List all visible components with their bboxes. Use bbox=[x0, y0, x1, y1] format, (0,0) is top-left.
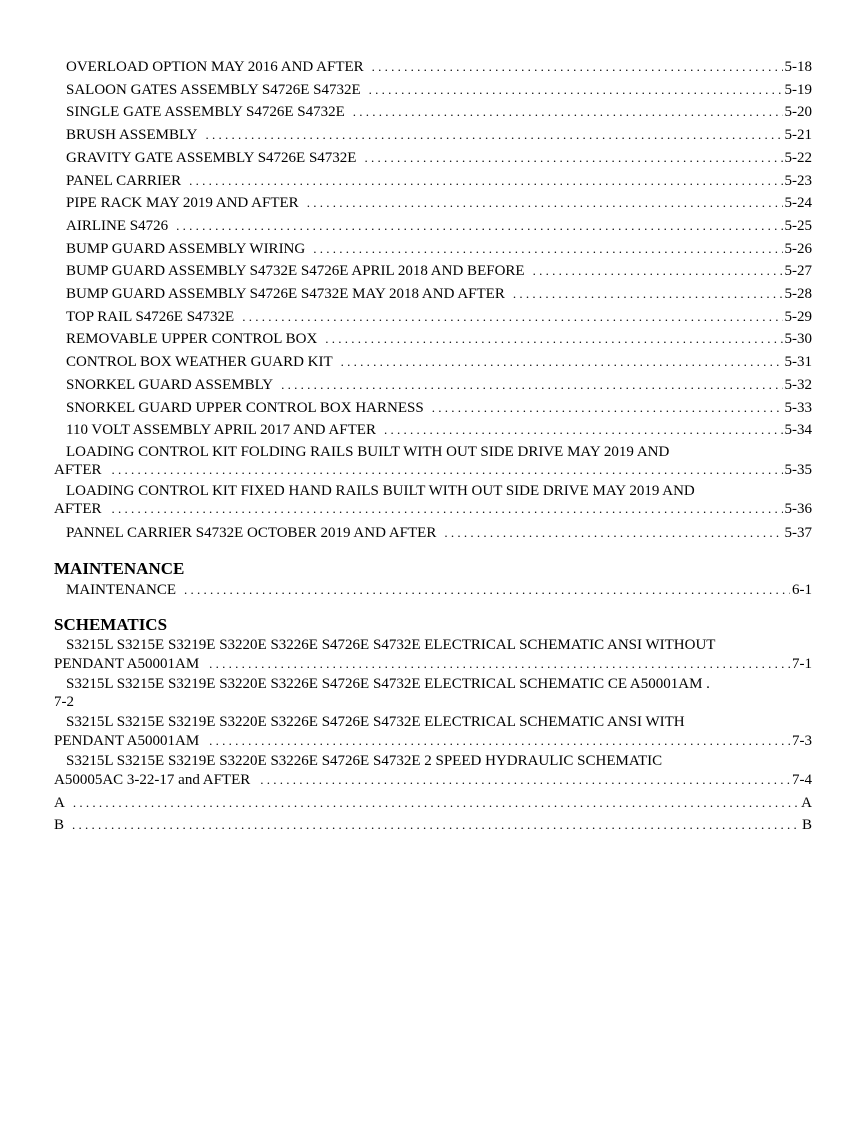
dot-leader bbox=[205, 124, 782, 147]
table-of-contents bbox=[54, 56, 812, 836]
dot-leader bbox=[364, 147, 782, 170]
toc-entry-page: 7-4 bbox=[792, 771, 812, 788]
toc-entry-page: A bbox=[801, 795, 812, 812]
toc-entry-wrapped[interactable] bbox=[54, 444, 812, 480]
toc-entry[interactable] bbox=[54, 283, 812, 306]
toc-entry[interactable] bbox=[54, 79, 812, 102]
toc-entry-title-line1: LOADING CONTROL KIT FIXED HAND RAILS BUILT WITH OUT SIDE DRIVE MAY 2019 AND bbox=[66, 482, 695, 499]
toc-entry[interactable] bbox=[54, 419, 812, 442]
toc-entry-page: 5-21 bbox=[784, 127, 812, 144]
toc-entry-title: SINGLE GATE ASSEMBLY S4726E S4732E bbox=[66, 104, 345, 121]
toc-entry-title-line1: S3215L S3215E S3219E S3220E S3226E S4726E S4732E ELECTRICAL SCHEMATIC ANSI WITH bbox=[66, 714, 685, 731]
toc-entry-wrapped[interactable] bbox=[54, 637, 812, 673]
toc-entry-title: SNORKEL GUARD UPPER CONTROL BOX HARNESS bbox=[66, 399, 424, 416]
toc-entry-page: 5-28 bbox=[784, 286, 812, 303]
dot-leader bbox=[341, 351, 783, 374]
toc-entry[interactable] bbox=[54, 351, 812, 374]
toc-entry[interactable] bbox=[54, 238, 812, 261]
toc-entry-title-line1: S3215L S3215E S3219E S3220E S3226E S4726E S4732E 2 SPEED HYDRAULIC SCHEMATIC bbox=[66, 753, 663, 770]
toc-entry-page: 7-3 bbox=[792, 732, 812, 749]
toc-entry-page: 5-30 bbox=[784, 331, 812, 348]
toc-entry-page: 6-1 bbox=[792, 581, 812, 598]
dot-leader bbox=[260, 771, 790, 789]
toc-entry-page: 5-33 bbox=[784, 399, 812, 416]
dot-leader bbox=[533, 260, 783, 283]
toc-entry-page: B bbox=[801, 817, 812, 834]
dot-leader bbox=[307, 192, 783, 215]
dot-leader bbox=[325, 328, 782, 351]
toc-entry[interactable] bbox=[54, 147, 812, 170]
toc-entry[interactable] bbox=[54, 260, 812, 283]
toc-entry-title-line2: AFTER bbox=[54, 462, 102, 479]
toc-entry-page: 5-20 bbox=[784, 104, 812, 121]
toc-entry-page: 5-27 bbox=[784, 263, 812, 280]
toc-entry-page: 5-22 bbox=[784, 149, 812, 166]
toc-entry[interactable] bbox=[54, 170, 812, 193]
dot-leader bbox=[209, 655, 790, 673]
toc-entry-title-line2: PENDANT A50001AM bbox=[54, 655, 200, 672]
toc-entry[interactable] bbox=[54, 215, 812, 238]
section-heading-schematics: SCHEMATICS bbox=[54, 615, 168, 635]
toc-entry-title: SNORKEL GUARD ASSEMBLY bbox=[66, 376, 274, 393]
toc-entry-page: 5-23 bbox=[784, 172, 812, 189]
toc-entry-title-line1: LOADING CONTROL KIT FOLDING RAILS BUILT WITH OUT SIDE DRIVE MAY 2019 AND bbox=[66, 443, 670, 460]
toc-entry-title: 110 VOLT ASSEMBLY APRIL 2017 AND AFTER bbox=[66, 422, 376, 439]
toc-entry-title: A bbox=[54, 795, 65, 812]
toc-entry-title: AIRLINE S4726 bbox=[66, 217, 169, 234]
toc-entry-title: CONTROL BOX WEATHER GUARD KIT bbox=[66, 354, 333, 371]
toc-entry-title: PANEL CARRIER bbox=[66, 172, 182, 189]
dot-leader bbox=[369, 79, 783, 102]
toc-entry-title: BUMP GUARD ASSEMBLY S4732E S4726E APRIL 2018 AND BEFORE bbox=[66, 263, 525, 280]
toc-entry-page: 5-35 bbox=[784, 462, 812, 479]
dot-leader bbox=[242, 306, 782, 329]
toc-entry-title-line2: 7-2 bbox=[54, 693, 74, 710]
toc-entry-wrapped[interactable] bbox=[54, 753, 812, 789]
toc-entry[interactable] bbox=[54, 56, 812, 79]
toc-entry-page: 5-19 bbox=[784, 81, 812, 98]
toc-entry-title: PANNEL CARRIER S4732E OCTOBER 2019 AND AFTER bbox=[66, 524, 437, 541]
toc-entry[interactable] bbox=[54, 374, 812, 397]
dot-leader bbox=[313, 238, 782, 261]
toc-entry-title: TOP RAIL S4726E S4732E bbox=[66, 308, 235, 325]
toc-entry[interactable] bbox=[54, 192, 812, 215]
toc-entry-page: 5-34 bbox=[784, 422, 812, 439]
dot-leader bbox=[444, 522, 782, 545]
dot-leader bbox=[384, 419, 783, 442]
toc-entry-title: BUMP GUARD ASSEMBLY S4726E S4732E MAY 2018 AND AFTER bbox=[66, 286, 505, 303]
section-heading-maintenance: MAINTENANCE bbox=[54, 558, 185, 578]
toc-entry-page: 5-24 bbox=[784, 195, 812, 212]
dot-leader bbox=[513, 283, 783, 306]
toc-entry-page: 5-32 bbox=[784, 376, 812, 393]
toc-entry-page: 7-1 bbox=[792, 655, 812, 672]
dot-leader bbox=[372, 56, 783, 79]
toc-entry-wrapped[interactable] bbox=[54, 483, 812, 519]
toc-entry-page: 5-31 bbox=[784, 354, 812, 371]
toc-entry-wrapped[interactable] bbox=[54, 714, 812, 750]
dot-leader bbox=[281, 374, 782, 397]
toc-entry[interactable] bbox=[54, 124, 812, 147]
toc-entry-title-line2: AFTER bbox=[54, 501, 102, 518]
dot-leader bbox=[184, 579, 790, 602]
dot-leader bbox=[189, 170, 782, 193]
toc-entry[interactable] bbox=[54, 306, 812, 329]
toc-entry-title: B bbox=[54, 817, 65, 834]
toc-entry-title: SALOON GATES ASSEMBLY S4726E S4732E bbox=[66, 81, 361, 98]
toc-entry-title: MAINTENANCE bbox=[66, 581, 176, 598]
dot-leader bbox=[73, 792, 799, 813]
toc-entry[interactable] bbox=[54, 579, 812, 602]
toc-entry-title-line2: A50005AC 3-22-17 and AFTER bbox=[54, 771, 251, 788]
dot-leader bbox=[432, 397, 783, 420]
dot-leader bbox=[176, 215, 782, 238]
toc-entry-page: 5-36 bbox=[784, 501, 812, 518]
toc-entry[interactable] bbox=[54, 101, 812, 124]
toc-entry-page: 5-29 bbox=[784, 308, 812, 325]
toc-entry-title: BUMP GUARD ASSEMBLY WIRING bbox=[66, 240, 306, 257]
toc-entry-title: OVERLOAD OPTION MAY 2016 AND AFTER bbox=[66, 59, 364, 75]
toc-entry[interactable] bbox=[54, 328, 812, 351]
dot-leader bbox=[112, 500, 783, 518]
toc-entry-page: 5-18 bbox=[784, 59, 812, 75]
dot-leader bbox=[209, 732, 790, 750]
toc-entry-wrapped[interactable] bbox=[54, 676, 812, 711]
toc-entry[interactable] bbox=[54, 522, 812, 545]
toc-entry-title: REMOVABLE UPPER CONTROL BOX bbox=[66, 331, 318, 348]
toc-entry-title-line2: PENDANT A50001AM bbox=[54, 732, 200, 749]
toc-entry-title: BRUSH ASSEMBLY bbox=[66, 127, 198, 144]
toc-entry-title: GRAVITY GATE ASSEMBLY S4726E S4732E bbox=[66, 149, 357, 166]
toc-entry[interactable] bbox=[54, 397, 812, 420]
toc-entry-page: 5-37 bbox=[784, 524, 812, 541]
toc-entry-appendix-a[interactable] bbox=[54, 792, 812, 814]
dot-leader bbox=[112, 461, 783, 479]
toc-entry-title: PIPE RACK MAY 2019 AND AFTER bbox=[66, 195, 299, 212]
toc-entry-appendix-b[interactable] bbox=[54, 814, 812, 836]
toc-entry-title-line1: S3215L S3215E S3219E S3220E S3226E S4726E S4732E ELECTRICAL SCHEMATIC CE A50001AM . bbox=[66, 676, 710, 693]
toc-entry-title-line1: S3215L S3215E S3219E S3220E S3226E S4726E S4732E ELECTRICAL SCHEMATIC ANSI WITHOUT bbox=[66, 637, 716, 654]
toc-entry-page: 5-26 bbox=[784, 240, 812, 257]
dot-leader bbox=[353, 101, 783, 124]
toc-entry-page: 5-25 bbox=[784, 217, 812, 234]
dot-leader bbox=[72, 814, 800, 835]
